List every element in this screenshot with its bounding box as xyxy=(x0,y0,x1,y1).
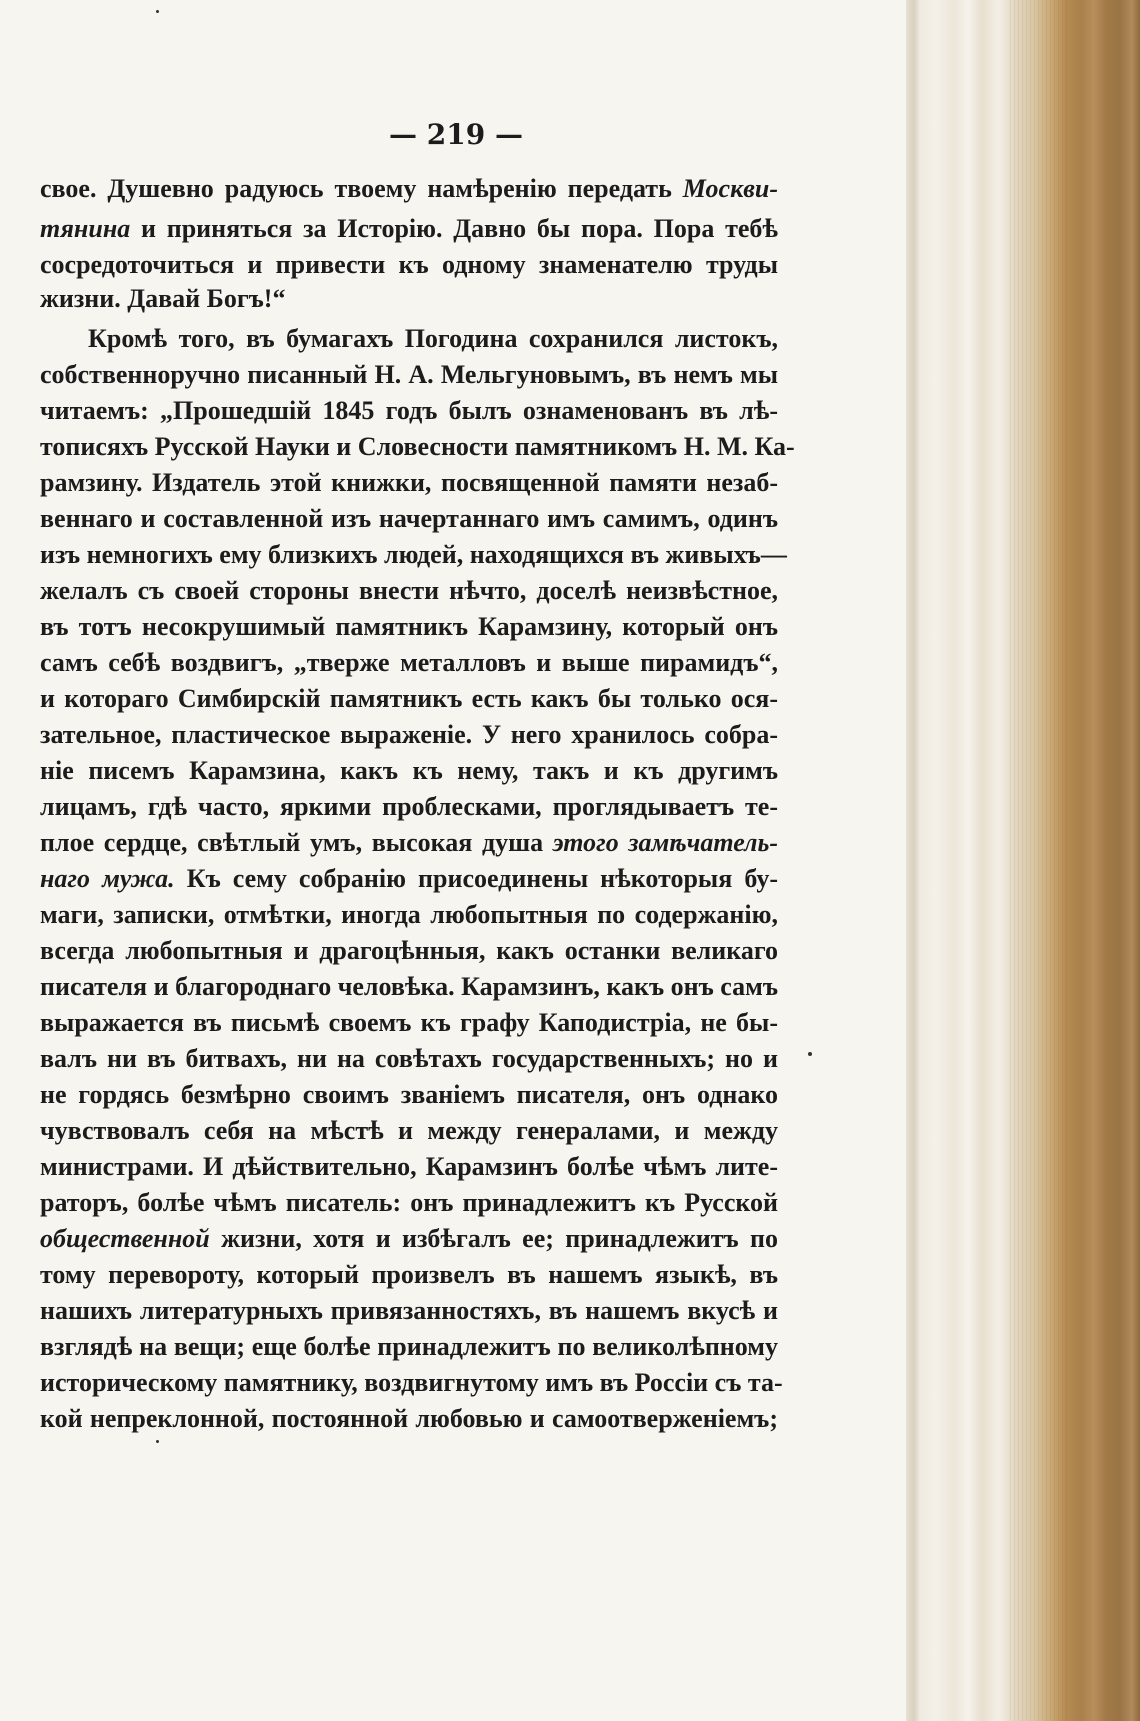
text-line: сосредоточиться и привести къ одному знаменателю труды xyxy=(40,250,778,279)
text-line: чувствовалъ себя на мѣстѣ и между генералами, и между xyxy=(40,1116,778,1145)
ink-speck xyxy=(156,1440,159,1443)
ink-speck xyxy=(808,1052,812,1056)
text-line: собственноручно писанный Н. А. Мельгуновымъ, въ немъ мы xyxy=(40,360,778,389)
text-line: лицамъ, гдѣ часто, яркими проблесками, проглядываетъ те- xyxy=(40,792,778,821)
text-line: рамзину. Издатель этой книжки, посвященной памяти незаб- xyxy=(40,468,778,497)
text-line: всегда любопытныя и драгоцѣнныя, какъ останки великаго xyxy=(40,936,778,965)
text-line: историческому памятнику, воздвигнутому имъ въ Россіи съ та- xyxy=(40,1368,783,1397)
page-edge-lines xyxy=(1010,0,1070,1721)
text-line: и котораго Симбирскій памятникъ есть какъ бы только ося- xyxy=(40,684,778,713)
text-line: читаемъ: „Прошедшій 1845 годъ былъ ознаменованъ въ лѣ- xyxy=(40,396,778,425)
text-line: свое. Душевно радуюсь твоему намѣренію передать Москви- xyxy=(40,174,778,203)
ink-speck xyxy=(156,10,159,13)
text-line: въ тотъ несокрушимый памятникъ Карамзину, который онъ xyxy=(40,612,778,641)
text-line: общественной жизни, хотя и избѣгалъ ее; принадлежитъ по xyxy=(40,1224,778,1253)
text-line: кой непреклонной, постоянной любовью и самоотверженіемъ; xyxy=(40,1404,778,1433)
text-line: наго мужа. Къ сему собранію присоединены нѣкоторыя бу- xyxy=(40,864,778,893)
text-line: валъ ни въ битвахъ, ни на совѣтахъ государственныхъ; но и xyxy=(40,1044,778,1073)
text-line: выражается въ письмѣ своемъ къ графу Каподистріа, не бы- xyxy=(40,1008,778,1037)
text-line: раторъ, болѣе чѣмъ писатель: онъ принадлежитъ къ Русской xyxy=(40,1188,778,1217)
text-line: нашихъ литературныхъ привязанностяхъ, въ нашемъ вкусѣ и xyxy=(40,1296,778,1325)
text-line: писателя и благороднаго человѣка. Карамзинъ, какъ онъ самъ xyxy=(40,972,778,1001)
text-line: жизни. Давай Богъ!“ xyxy=(40,284,286,313)
text-line: министрами. И дѣйствительно, Карамзинъ болѣе чѣмъ лите- xyxy=(40,1152,778,1181)
text-line: зательное, пластическое выраженіе. У него хранилось собра- xyxy=(40,720,778,749)
page-number: — 219 — xyxy=(389,118,523,151)
text-line: желалъ съ своей стороны внести нѣчто, доселѣ неизвѣстное, xyxy=(40,576,778,605)
text-line: тому перевороту, который произвелъ въ нашемъ языкѣ, въ xyxy=(40,1260,778,1289)
text-line: тянина и приняться за Исторію. Давно бы пора. Пора тебѣ xyxy=(40,214,778,243)
text-line: не гордясь безмѣрно своимъ званіемъ писателя, онъ однако xyxy=(40,1080,778,1109)
text-line: изъ немногихъ ему близкихъ людей, находящихся въ живыхъ— xyxy=(40,540,787,569)
text-line: тописяхъ Русской Науки и Словесности памятникомъ Н. М. Ка- xyxy=(40,432,795,461)
text-line: плое сердце, свѣтлый умъ, высокая душа этого замѣчатель- xyxy=(40,828,778,857)
text-line: веннаго и составленной изъ начертаннаго имъ самимъ, одинъ xyxy=(40,504,778,533)
text-line: самъ себѣ воздвигъ, „тверже металловъ и выше пирамидъ“, xyxy=(40,648,778,677)
text-line: маги, записки, отмѣтки, иногда любопытныя по содержанію, xyxy=(40,900,778,929)
text-line: взглядѣ на вещи; еще болѣе принадлежитъ по великолѣпному xyxy=(40,1332,778,1361)
text-line: Кромѣ того, въ бумагахъ Погодина сохранился листокъ, xyxy=(88,324,778,353)
text-line: ніе писемъ Карамзина, какъ къ нему, такъ и къ другимъ xyxy=(40,756,778,785)
